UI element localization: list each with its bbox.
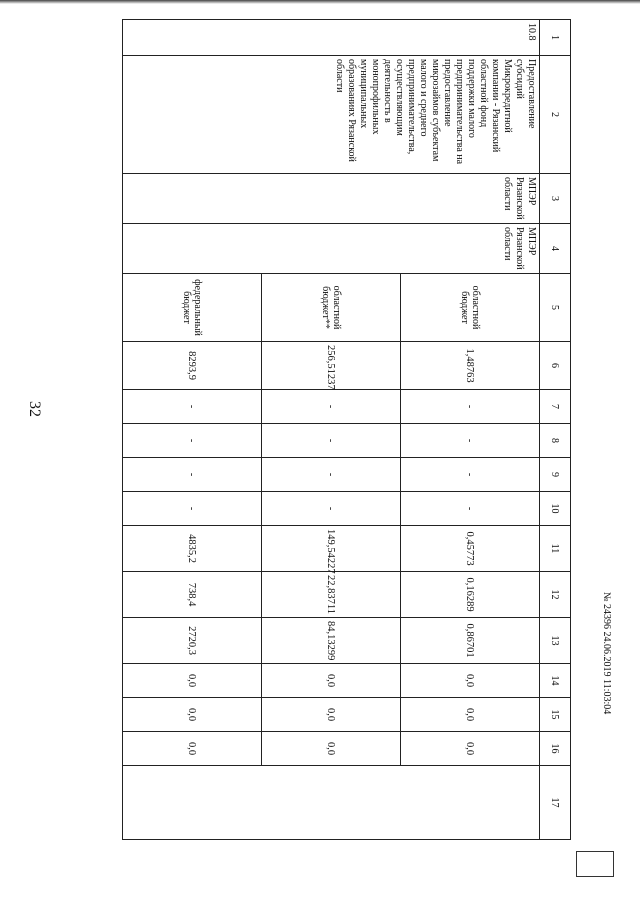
col-header: 11: [540, 526, 571, 572]
cell-c7: -: [123, 390, 262, 424]
row-description: Предоставление субсидий Микрокредитной компании - Рязанский областной фонд поддержки малого предпринимательства на предоставление микрозаймов субъектам малого и среднего предпринимательства, осуществляющим деятельность в монопрофильных муниципальных образованиях Рязанской области: [123, 56, 540, 174]
budget-source: областной бюджет: [401, 274, 540, 342]
col-header: 7: [540, 390, 571, 424]
page-number: 32: [26, 401, 43, 417]
cell-c16: 0,0: [262, 732, 401, 766]
cell-c6: 256,51237: [262, 342, 401, 390]
cell-c10: -: [262, 492, 401, 526]
cell-c16: 0,0: [123, 732, 262, 766]
col-header: 4: [540, 224, 571, 274]
cell-c14: 0,0: [401, 664, 540, 698]
table-row: [401, 20, 540, 840]
cell-c12: 0,16289: [401, 572, 540, 618]
cell-c7: -: [401, 390, 540, 424]
col-header: 13: [540, 618, 571, 664]
col-header: 5: [540, 274, 571, 342]
cell-c15: 0,0: [262, 698, 401, 732]
scan-top-edge: [0, 0, 640, 4]
cell-c14: 0,0: [123, 664, 262, 698]
cell-c17: [123, 766, 540, 840]
budget-source: областной бюджет**: [262, 274, 401, 342]
col-header: 10: [540, 492, 571, 526]
cell-c13: 2720,3: [123, 618, 262, 664]
cell-c12: 22,83711: [262, 572, 401, 618]
budget-table-rotated: [84, 19, 571, 819]
cell-c10: -: [123, 492, 262, 526]
cell-c8: -: [262, 424, 401, 458]
budget-table: [122, 19, 571, 840]
cell-c9: -: [401, 458, 540, 492]
cell-c11: 4835,2: [123, 526, 262, 572]
col-header: 9: [540, 458, 571, 492]
cell-c10: -: [401, 492, 540, 526]
cell-c8: -: [401, 424, 540, 458]
cell-c7: -: [262, 390, 401, 424]
cell-c6: 1,48763: [401, 342, 540, 390]
cell-c12: 738,4: [123, 572, 262, 618]
cell-c11: 149,54227: [262, 526, 401, 572]
cell-c8: -: [123, 424, 262, 458]
row-participant: МПЭР Рязанской области: [123, 224, 540, 274]
cell-c6: 8293,9: [123, 342, 262, 390]
col-header: 16: [540, 732, 571, 766]
col-header: 8: [540, 424, 571, 458]
cell-c14: 0,0: [262, 664, 401, 698]
budget-source: федеральный бюджет: [123, 274, 262, 342]
cell-c11: 0,45773: [401, 526, 540, 572]
col-header: 3: [540, 174, 571, 224]
cell-c9: -: [262, 458, 401, 492]
col-header: 17: [540, 766, 571, 840]
cell-c9: -: [123, 458, 262, 492]
col-header: 6: [540, 342, 571, 390]
row-id: 10.8: [123, 20, 540, 56]
cell-c13: 0,86701: [401, 618, 540, 664]
stamp-seal: [576, 851, 614, 877]
row-executor: МПЭР Рязанской области: [123, 174, 540, 224]
cell-c16: 0,0: [401, 732, 540, 766]
col-header: 1: [540, 20, 571, 56]
cell-c15: 0,0: [123, 698, 262, 732]
cell-c15: 0,0: [401, 698, 540, 732]
cell-c13: 84,13299: [262, 618, 401, 664]
col-header: 2: [540, 56, 571, 174]
col-header: 14: [540, 664, 571, 698]
column-number-row: [540, 20, 571, 840]
col-header: 12: [540, 572, 571, 618]
stamp-label: [577, 852, 579, 876]
registration-footer: № 24396 24.06.2019 11:03:04: [601, 592, 612, 715]
col-header: 15: [540, 698, 571, 732]
